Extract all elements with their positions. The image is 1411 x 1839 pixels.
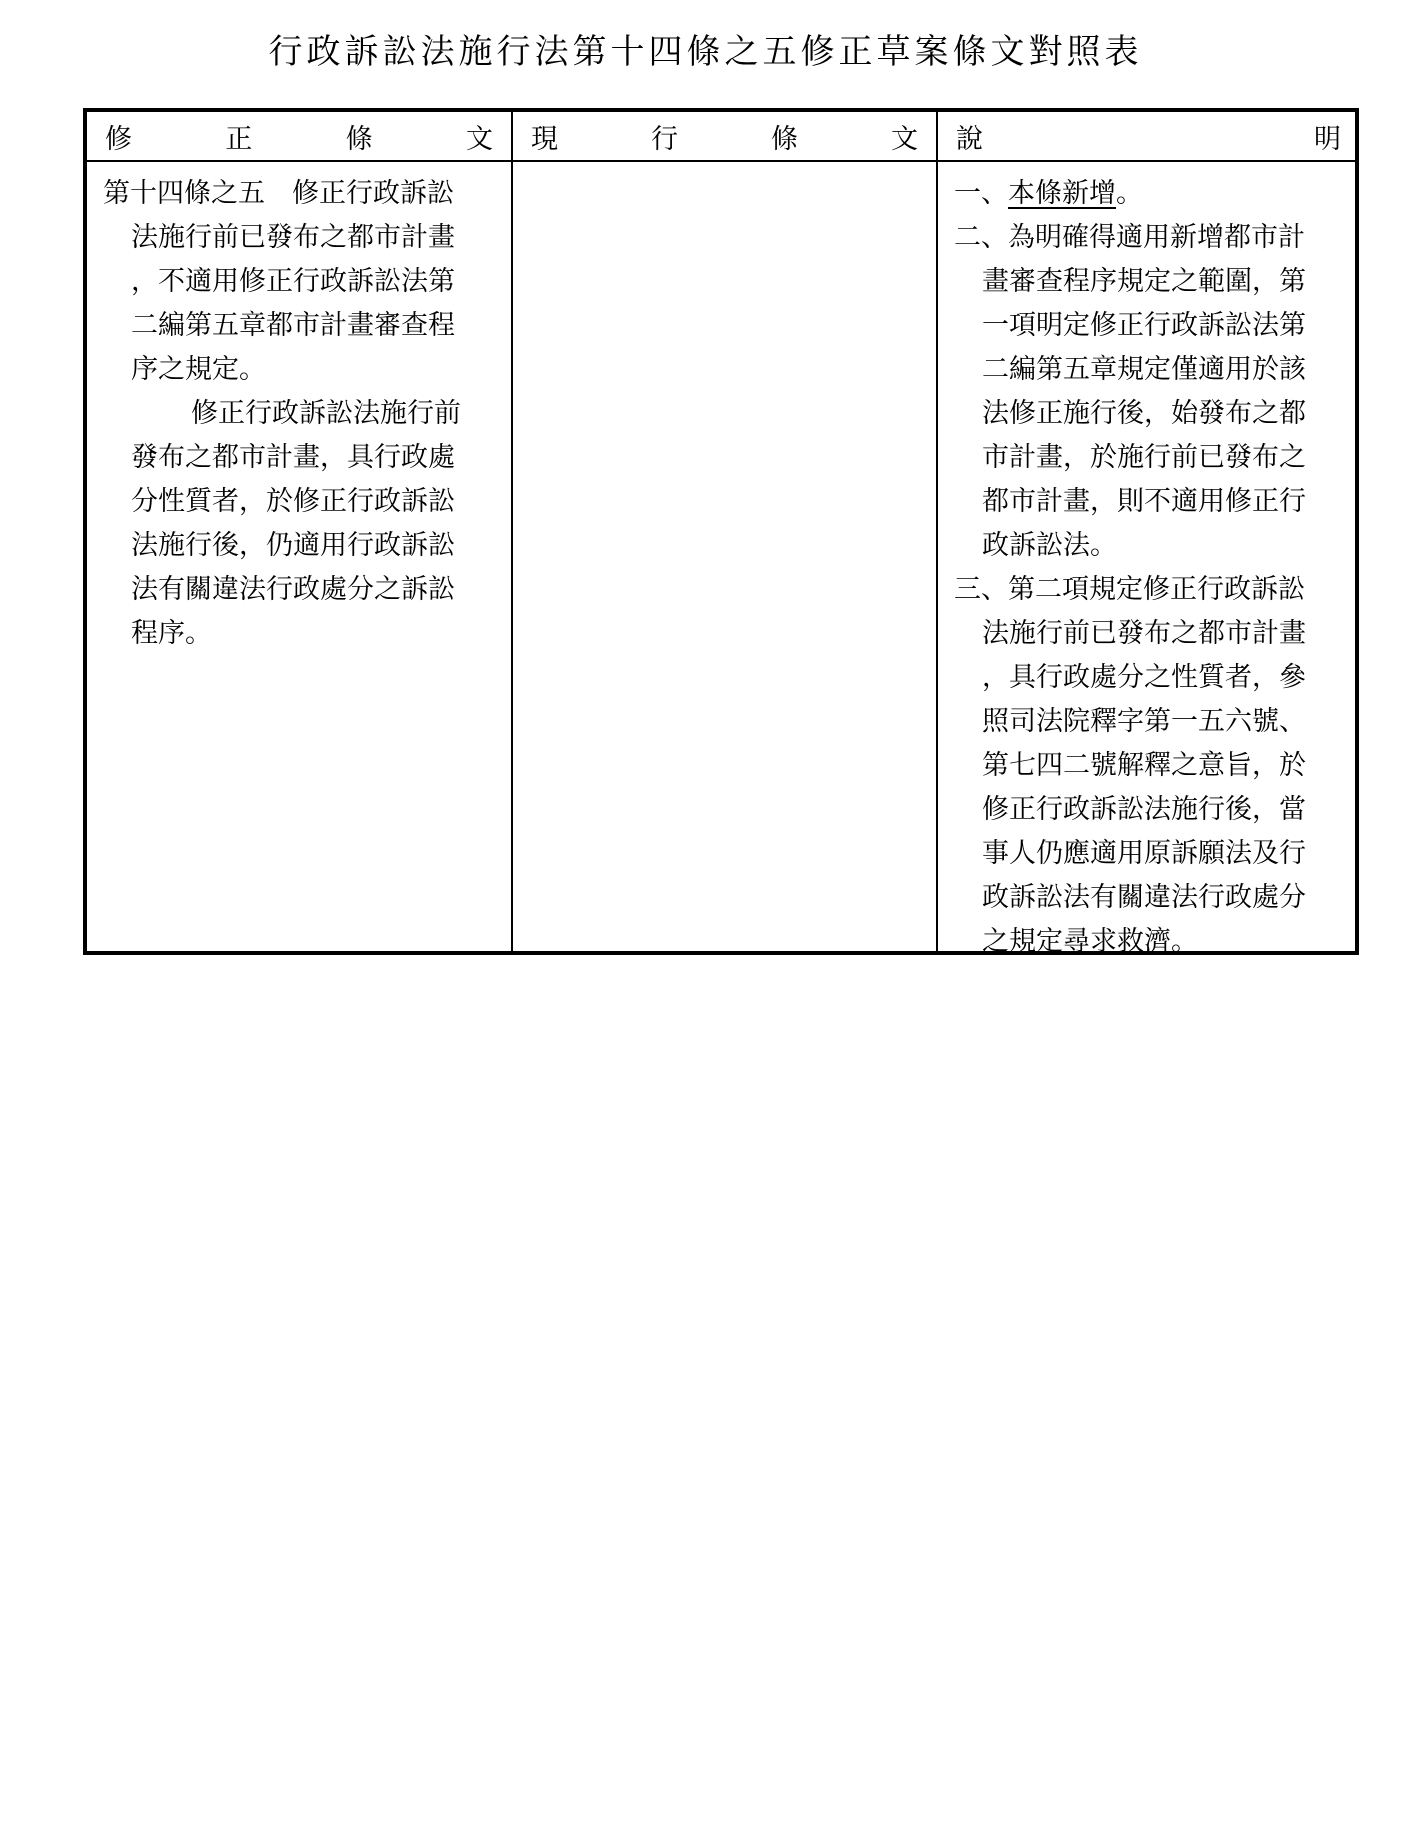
page-title: 行政訴訟法施行法第十四條之五修正草案條文對照表 [268,32,1143,72]
explanation-line: 第七四二號解釋之意旨，於 [982,750,1306,781]
header-char: 行 [651,123,678,155]
header-char: 說 [956,123,983,155]
explanation-line: 修正行政訴訟法施行後，當 [982,794,1306,825]
explanation-line: 政訴訟法。 [982,530,1117,561]
punctuation: 。 [1116,178,1143,209]
explanation-line: 之規定尋求救濟。 [982,926,1198,957]
amended-line: 序之規定。 [131,354,266,385]
column-divider [511,112,513,951]
amended-provision-cell [87,162,511,656]
explanation-line: 法修正施行後，始發布之都 [982,398,1306,429]
header-explanation [938,112,1359,160]
explanation-line: 政訴訟法有關違法行政處分 [982,882,1306,913]
amended-line: 法施行後，仍適用行政訴訟 [131,530,455,561]
explanation-cell [938,162,1359,964]
amended-line: 分性質者，於修正行政訴訟 [131,486,455,517]
explanation-line: 都市計畫，則不適用修正行 [982,486,1306,517]
header-current-provision [513,112,936,160]
explanation-line: 一項明定修正行政訴訟法第 [982,310,1306,341]
underlined-text: 本條新增 [1008,178,1116,209]
explanation-line: 市計畫，於施行前已發布之 [982,442,1306,473]
explanation-line: 畫審查程序規定之範圍，第 [982,266,1306,297]
explanation-line: 二編第五章規定僅適用於該 [982,354,1306,385]
amended-line: 發布之都市計畫，具行政處 [131,442,455,473]
amended-line: ，不適用修正行政訴訟法第 [131,266,455,297]
header-char: 文 [891,123,918,155]
header-char: 條 [345,123,373,155]
header-char: 現 [531,123,558,155]
explanation-line: 法施行前已發布之都市計畫 [982,618,1306,649]
amended-line: 法施行前已發布之都市計畫 [131,222,455,253]
explanation-line: 事人仍應適用原訴願法及行 [982,838,1306,869]
header-char: 修 [105,123,132,155]
explanation-line: 三、第二項規定修正行政訴訟 [954,574,1305,605]
explanation-line: 照司法院釋字第一五六號、 [982,706,1306,737]
item-number: 一、 [954,178,1008,209]
amended-line: 法有關違法行政處分之訴訟 [131,574,455,605]
explanation-item-1 [954,172,1343,216]
amended-line: 二編第五章都市計畫審查程 [131,310,455,341]
amended-line: 修正行政訴訟法施行前 [191,398,461,429]
header-amended-provision [87,112,511,160]
header-char: 明 [1314,123,1341,155]
explanation-line: 二、為明確得適用新增都市計 [954,222,1305,253]
amended-line: 程序。 [131,618,212,649]
comparison-table [83,108,1359,955]
explanation-line: ，具行政處分之性質者，參 [982,662,1306,693]
header-char: 正 [225,123,253,155]
header-char: 文 [465,123,493,155]
amended-line: 第十四條之五 修正行政訴訟 [103,178,454,209]
header-char: 條 [771,123,798,155]
